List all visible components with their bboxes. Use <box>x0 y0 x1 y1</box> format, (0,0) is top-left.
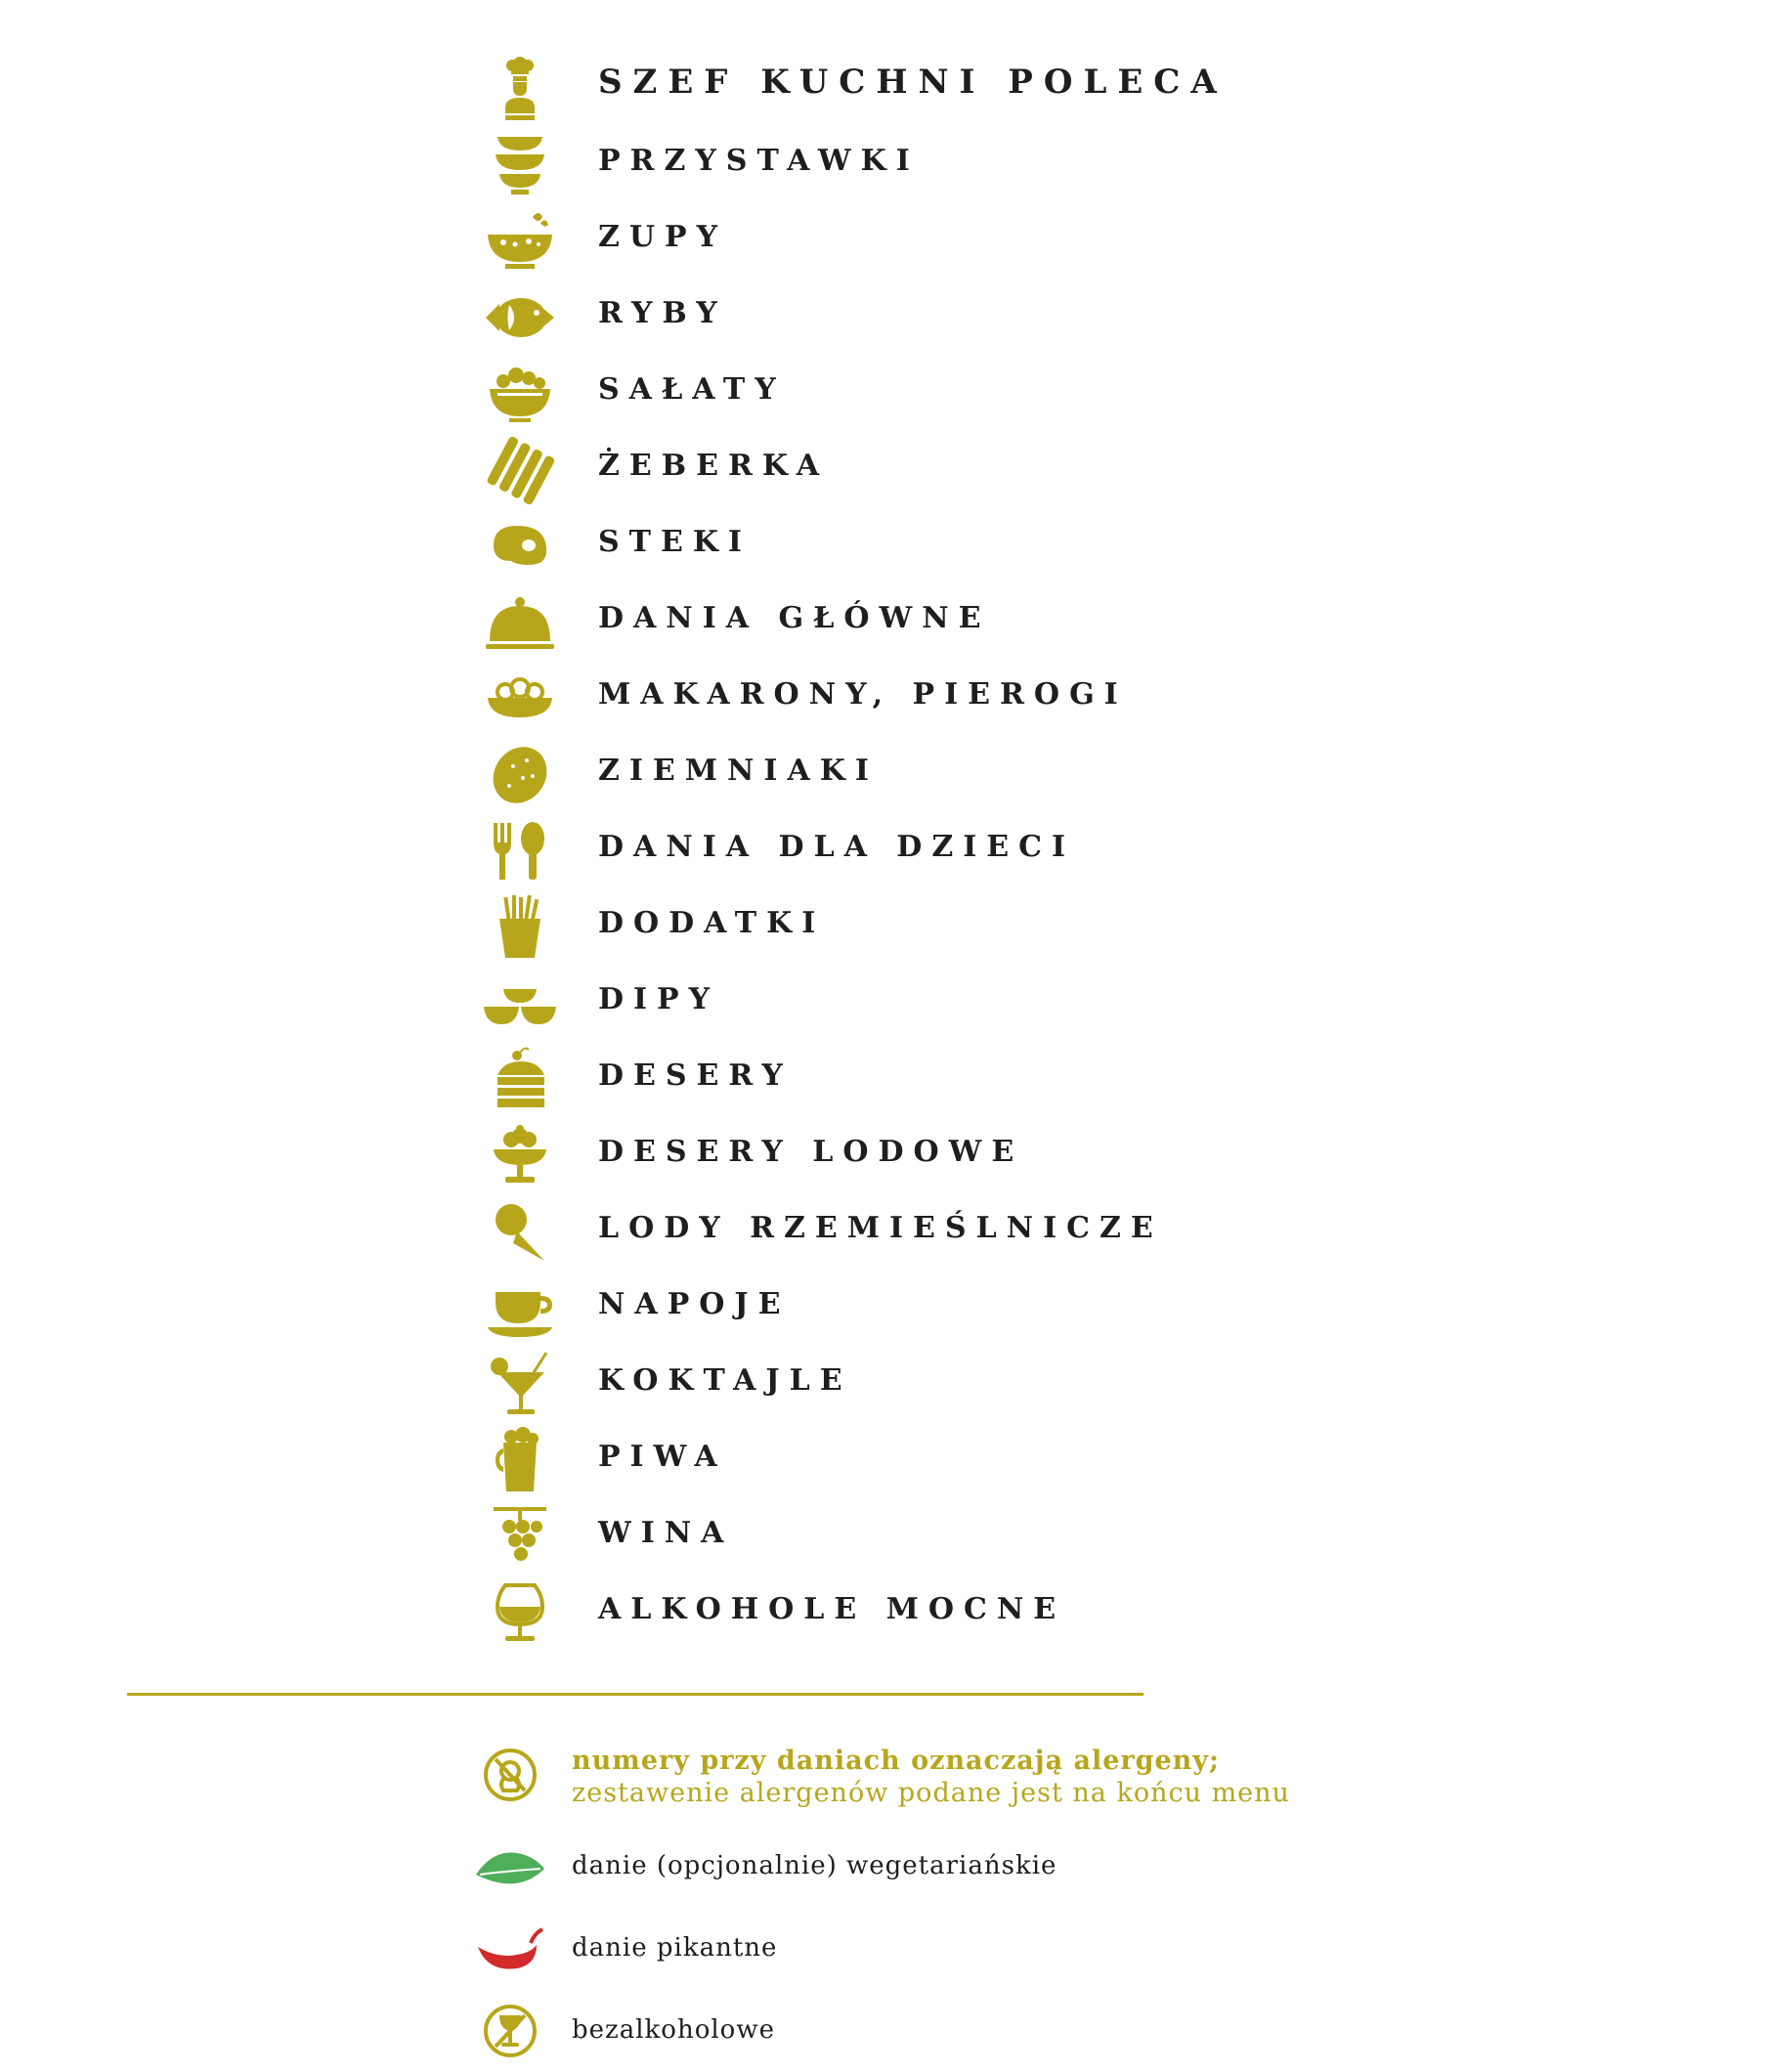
menu-item-chef-recommends <box>479 51 1261 127</box>
menu-item-label: DESERY LODOWE <box>598 1135 1024 1169</box>
fork-spoon-icon <box>479 813 561 889</box>
menu-item-label: LODY RZEMIEŚLNICZE <box>598 1211 1163 1245</box>
legend-spicy <box>474 1921 1354 1980</box>
menu-item-label: PIWA <box>598 1440 727 1474</box>
section-divider <box>127 1693 1143 1696</box>
dip-bowls-icon <box>479 966 561 1042</box>
menu-item-craft-ice-cream <box>479 1194 1261 1271</box>
menu-item-label: ZIEMNIAKI <box>598 754 879 788</box>
menu-item-sides <box>479 889 1261 966</box>
menu-item-label: DODATKI <box>598 906 826 940</box>
menu-item-desserts <box>479 1042 1261 1118</box>
potato-icon <box>479 737 561 813</box>
menu-item-label: ALKOHOLE MOCNE <box>598 1592 1066 1626</box>
salad-bowl-icon <box>479 356 561 432</box>
menu-item-main-courses <box>479 584 1261 661</box>
menu-item-salads <box>479 356 1261 432</box>
menu-item-spirits <box>479 1576 1261 1652</box>
cake-icon <box>479 1042 561 1118</box>
menu-item-potatoes <box>479 737 1261 813</box>
menu-item-wines <box>479 1499 1261 1576</box>
chef-icon <box>479 51 561 127</box>
menu-item-label: ZUPY <box>598 220 728 254</box>
menu-item-label: KOKTAJLE <box>598 1363 852 1398</box>
leaf-icon <box>474 1839 546 1898</box>
menu-item-label: DANIA GŁÓWNE <box>598 601 991 635</box>
beer-icon <box>479 1423 561 1499</box>
menu-item-label: MAKARONY, PIEROGI <box>598 677 1128 712</box>
legend-spicy-label: danie pikantne <box>572 1933 778 1963</box>
allergen-icon <box>474 1746 546 1804</box>
ice-cream-sundae-icon <box>479 1118 561 1194</box>
legend-vegetarian-label: danie (opcjonalnie) wegetariańskie <box>572 1851 1057 1880</box>
ribs-icon <box>479 432 561 508</box>
menu-item-label: WINA <box>598 1516 734 1550</box>
menu-item-drinks <box>479 1271 1261 1347</box>
legend <box>0 1720 1769 2072</box>
menu-item-label: SZEF KUCHNI POLECA <box>598 63 1228 102</box>
menu-item-kids-meals <box>479 813 1261 889</box>
menu-item-label: PRZYSTAWKI <box>598 144 920 178</box>
soup-bowl-icon <box>479 203 561 280</box>
menu-item-label: RYBY <box>598 296 727 330</box>
menu-item-label: SAŁATY <box>598 372 786 407</box>
menu-item-ice-cream-desserts <box>479 1118 1261 1194</box>
menu-item-soups <box>479 203 1261 280</box>
ice-cream-cone-icon <box>479 1194 561 1271</box>
legend-allergens-line1: numery przy daniach oznaczają alergeny; <box>572 1746 1220 1776</box>
menu-item-starters <box>479 127 1261 203</box>
fries-icon <box>479 889 561 966</box>
menu-item-beers <box>479 1423 1261 1499</box>
legend-non-alcoholic-label: bezalkoholowe <box>572 2015 775 2045</box>
menu-item-fish <box>479 280 1261 356</box>
menu-item-label: DANIA DLA DZIECI <box>598 830 1076 864</box>
legend-non-alcoholic <box>474 2002 1354 2060</box>
cloche-icon <box>479 584 561 661</box>
menu-item-dips <box>479 966 1261 1042</box>
menu-item-label: NAPOJE <box>598 1287 791 1321</box>
chili-pepper-icon <box>474 1921 546 1980</box>
cocktail-icon <box>479 1347 561 1423</box>
legend-allergens <box>474 1746 1354 1824</box>
menu-item-label: STEKI <box>598 525 752 559</box>
grapes-icon <box>479 1499 561 1576</box>
no-alcohol-icon <box>474 2002 546 2060</box>
brandy-glass-icon <box>479 1576 561 1652</box>
cup-icon <box>479 1271 561 1347</box>
menu-item-steaks <box>479 508 1261 584</box>
menu-item-label: ŻEBERKA <box>598 449 830 483</box>
pasta-bowl-icon <box>479 661 561 737</box>
menu-item-cocktails <box>479 1347 1261 1423</box>
menu-item-label: DESERY <box>598 1058 793 1093</box>
fish-icon <box>479 280 561 356</box>
menu-item-label: DIPY <box>598 982 720 1016</box>
steak-icon <box>479 508 561 584</box>
legend-allergens-line2: zestawenie alergenów podane jest na końcu menu <box>572 1778 1290 1808</box>
menu-item-pasta-dumplings <box>479 661 1261 737</box>
legend-vegetarian <box>474 1839 1354 1898</box>
stacked-bowls-icon <box>479 127 561 203</box>
menu-item-ribs <box>479 432 1261 508</box>
